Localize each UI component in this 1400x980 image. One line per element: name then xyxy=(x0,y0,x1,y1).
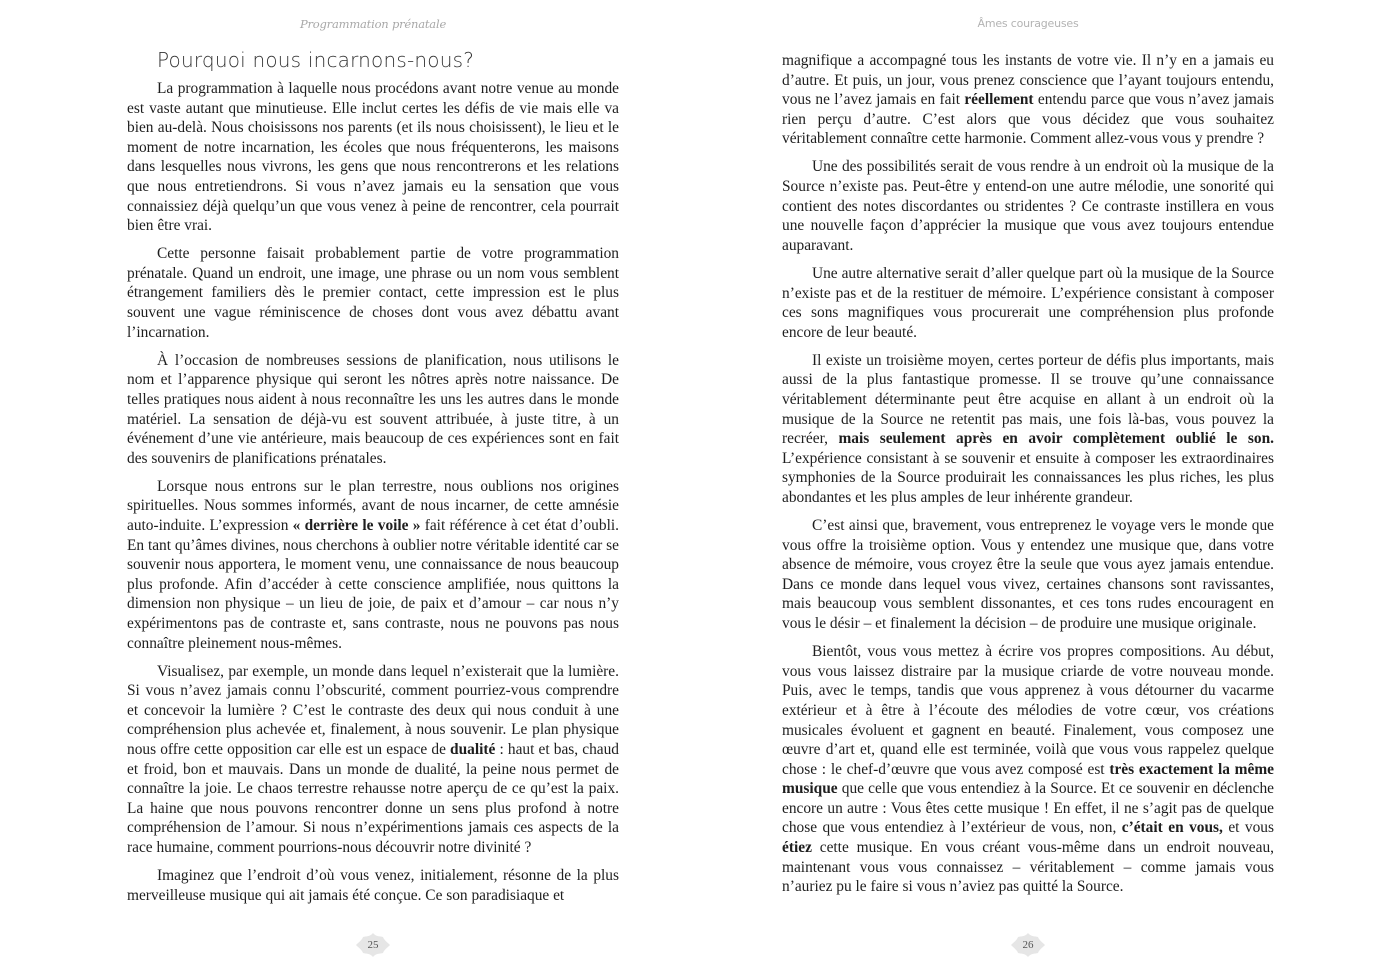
emphasis: très exactement la même musique xyxy=(782,760,1274,798)
right-body-text xyxy=(782,51,1274,905)
paragraph: À l’occasion de nombreuses sessions de planification, nous utilisons le nom et l’apparence physique qui seront les nôtres après notre naissance. De telles pratiques nous aident à nous reconnaître les uns les autres dans le monde matériel. La sensation de déjà-vu est souvent attribuée, à juste titre, à un événement d’une vie antérieure, mais beaucoup de ces expériences sont en fait des souvenirs de planifications prénatales. xyxy=(127,351,619,467)
chapter-title: Pourquoi nous incarnons-nous? xyxy=(157,48,475,72)
emphasis: mais seulement après en avoir complètement oublié le son. xyxy=(838,430,1274,448)
paragraph: La programmation à laquelle nous procédons avant notre venue au monde est vaste autant que minutieuse. Elle inclut certes les défis de vie mais elle va bien au-delà. Nous choisissons nos parents (et ils nous choisissent), le lieu et le moment de notre incarnation, les écoles que nous fréquenterons, les maisons dans lesquelles nous vivrons, les gens que nous rencontrerons et les relations que nous entretiendrons. Si vous n’avez jamais eu la sensation que vous connaissiez déjà quelqu’un que vous venez à peine de rencontrer, cela pourrait bien être vrai. xyxy=(127,80,619,235)
emphasis: étiez xyxy=(782,839,812,857)
page-number-badge xyxy=(1011,933,1045,957)
paragraph: magnifique a accompagné tous les instants de votre vie. Il n’y en a jamais eu d’autre. Et puis, un jour, vous prenez conscience que l’ayant toujours entendu, vous ne l’avez jamais en fait réellement entendu parce que vous n’avez jamais rien perçu d’autre. C’est alors que vous décidez que vous souhaitez véritablement connaître cette harmonie. Comment allez-vous vous y prendre ? xyxy=(782,52,1274,148)
emphasis: « derrière le voile » xyxy=(292,516,421,534)
page-number: 26 xyxy=(1022,939,1034,951)
paragraph: Bientôt, vous vous mettez à écrire vos propres compositions. Au début, vous vous laissez distraire par la musique criarde de votre nouveau monde. Puis, avec le temps, tandis que vous apprenez à vous détourner du vacarme extérieur et à être à l’écoute des mélodies de votre cœur, vos créations musicales évoluent et gagnent en beauté. Finalement, vous composez une œuvre d’art et, quand elle est terminée, voilà que vous vous rappelez quelque chose : le chef-d’œuvre que vous avez composé est très exactement la même musique que celle que vous entendiez à la Source. Et ce souvenir en déclenche encore un autre : Vous êtes cette musique ! En effet, il ne s’agit pas de quelque chose que vous entendiez à l’extérieur de vous, non, c’était en vous, et vous étiez cette musique. En vous créant vous-même dans un endroit nouveau, maintenant vous vous connaissez – véritablement – comme jamais vous n’auriez pu le faire si vous n’aviez pas quitté la Source. xyxy=(782,643,1274,896)
right-page xyxy=(782,0,1274,980)
emphasis: c’était en vous, xyxy=(1121,819,1223,837)
paragraph: Une autre alternative serait d’aller quelque part où la musique de la Source n’existe pas et de la restituer de mémoire. L’expérience consistant à composer ces sons magnifiques vous procurerait une compréhension plus profonde encore de leur beauté. xyxy=(782,264,1274,341)
page-number-badge xyxy=(356,933,390,957)
left-page xyxy=(127,0,619,980)
paragraph: C’est ainsi que, bravement, vous entreprenez le voyage vers le monde que vous offre la troisième option. Vous y entendez une musique que, dans votre absence de mémoire, vous croyez être la seule que vous ayez jamais entendue. Dans ce monde dans lequel vous vivez, certaines chansons sont ravissantes, mais beaucoup vous semblent dissonantes, et ces tons rudes encouragent en vous le désir – et finalement la décision – de produire une musique originale. xyxy=(782,517,1274,633)
emphasis: dualité xyxy=(450,741,496,758)
running-head-left: Programmation prénatale xyxy=(299,17,447,31)
paragraph: Il existe un troisième moyen, certes porteur de défis plus importants, mais aussi de la plus fantastique promesse. Il se trouve qu’une connaissance véritablement déterminante peut être acquise en allant à un endroit où la musique de la Source ne retentit pas mais, une fois là-bas, vous pouvez la recréer, mais seulement après en avoir complètement oublié le son. L’expérience consistant à se souvenir et ensuite à composer les extraordinaires symphonies de la Source produirait les connaissances les plus riches, les plus abondantes et les plus amples de leur inhérente grandeur. xyxy=(782,351,1274,506)
emphasis: réellement xyxy=(964,91,1034,109)
paragraph: Cette personne faisait probablement partie de votre programmation prénatale. Quand un endroit, une image, une phrase ou un nom vous semblent étrangement familiers dès le premier contact, cette impression est le plus souvent une vague réminiscence de choses dont vous avez débattu avant l’incarnation. xyxy=(127,245,619,341)
paragraph: Imaginez que l’endroit d’où vous venez, initialement, résonne de la plus merveilleuse musique qui ait jamais été conçue. Ce son paradisiaque et xyxy=(127,867,619,904)
paragraph: Visualisez, par exemple, un monde dans lequel n’existerait que la lumière. Si vous n’avez jamais connu l’obscurité, comment pourriez-vous comprendre et concevoir la lumière ? C’est le contraste des deux qui nous conduit à une compréhension plus achevée et, finalement, à nous souvenir. Le plan physique nous offre cette opposition car elle est un espace de dualité : haut et bas, chaud et froid, bon et mauvais. Dans un monde de dualité, la peine nous permet de connaître la joie. Le chaos terrestre rehausse notre aperçu de ce qu’est la paix. La haine que nous pouvons rencontrer donne un sens plus profond à notre compréhension de l’amour. Si nous n’expérimentions jamais ces aspects de la race humaine, comment pourrions-nous découvrir notre divinité ? xyxy=(127,662,619,856)
paragraph: Lorsque nous entrons sur le plan terrestre, nous oublions nos origines spirituelles. Nous sommes informés, avant de nous incarner, de cette amnésie auto-induite. L’expression « derrière le voile » fait référence à cet état d’oubli. En tant qu’âmes divines, nous cherchons à oublier notre véritable identité car se souvenir nous apportera, le moment venu, une connaissance de nous beaucoup plus profonde. Afin d’accéder à cette conscience amplifiée, nous quittons la dimension non physique – un lieu de joie, de paix et d’amour – car nous n’y expérimentons pas de contraste et, sans contraste, nous ne pouvons pas nous connaître pleinement nous-mêmes. xyxy=(127,477,619,652)
left-body-text xyxy=(127,79,619,914)
running-head-right: Âmes courageuses xyxy=(977,17,1079,30)
paragraph: Une des possibilités serait de vous rendre à un endroit où la musique de la Source n’existe pas. Peut-être y entend-on une autre mélodie, une sonorité qui contient des notes discordantes ou stridentes ? Ce contraste instillera en vous une nouvelle façon d’apprécier la musique que vous avez toujours entendue auparavant. xyxy=(782,158,1274,254)
page-number: 25 xyxy=(367,939,379,951)
